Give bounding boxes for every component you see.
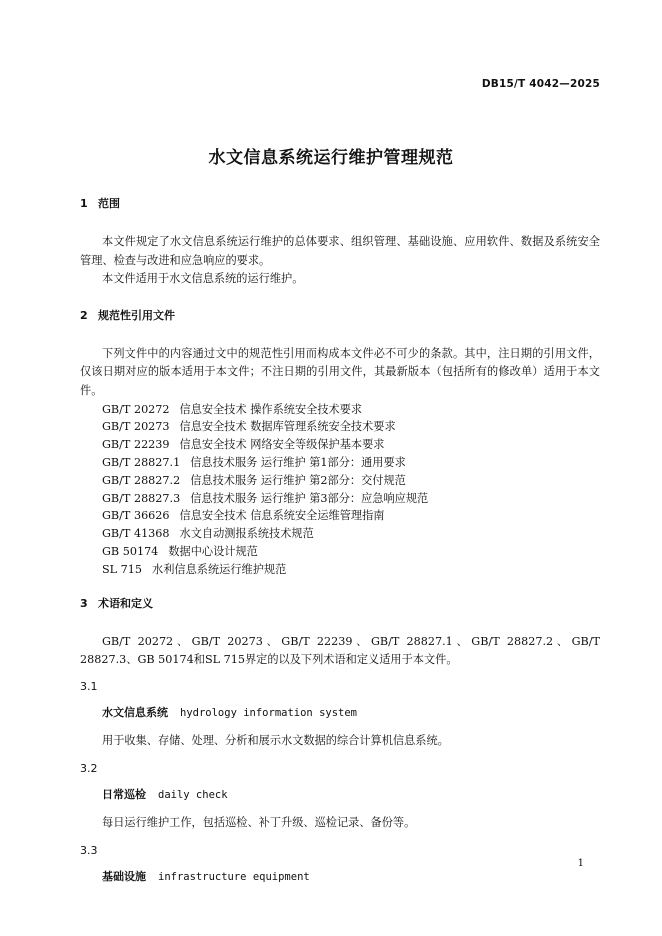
section-title: 术语和定义 <box>98 596 153 610</box>
list-item <box>80 507 600 525</box>
page-number: 1 <box>577 858 584 869</box>
term-heading <box>80 868 600 886</box>
references-intro-paragraph: 下列文件中的内容通过文中的规范性引用而构成本文件必不可少的条款。其中，注日期的引用文件，仅该日期对应的版本适用于本文件；不注日期的引用文件，其最新版本（包括所有的修改单）适用于本文件。 <box>80 346 600 397</box>
reference-title: 信息安全技术 网络安全等级保护基本要求 <box>179 438 385 452</box>
term-heading <box>80 786 600 804</box>
reference-title: 信息技术服务 运行维护 第3部分：应急响应规范 <box>190 491 429 505</box>
list-item <box>80 454 600 472</box>
scope-paragraph: 本文件规定了水文信息系统运行维护的总体要求、组织管理、基础设施、应用软件、数据及系统安全管理、检查与改进和应急响应的要求。 <box>80 235 600 267</box>
section-number: 3 <box>80 596 88 610</box>
list-item <box>80 561 600 579</box>
term-heading <box>80 704 600 722</box>
list-item <box>80 401 600 419</box>
reference-title: 水文自动测报系统技术规范 <box>179 527 314 541</box>
section-title: 范围 <box>98 197 120 210</box>
term-number: 3.3 <box>80 843 98 857</box>
term-name-en: infrastructure equipment <box>158 870 310 883</box>
document-title: 水文信息系统运行维护管理规范 <box>208 148 454 168</box>
reference-title: 水利信息系统运行维护规范 <box>152 562 287 576</box>
term-number: 3.1 <box>80 679 98 693</box>
list-item <box>80 472 600 490</box>
section-number: 1 <box>80 197 88 210</box>
list-item <box>80 436 600 454</box>
list-item <box>80 543 600 561</box>
reference-code: GB/T 28827.2 <box>102 473 181 487</box>
reference-code: SL 715 <box>102 562 143 576</box>
reference-code: GB/T 22239 <box>102 438 170 452</box>
section-heading-terms-and-definitions <box>80 595 600 613</box>
reference-code: GB/T 41368 <box>102 527 170 541</box>
reference-code: GB/T 28827.1 <box>102 455 181 469</box>
reference-code: GB 50174 <box>102 544 159 558</box>
term-number: 3.2 <box>80 761 98 775</box>
reference-code: GB/T 28827.3 <box>102 491 181 505</box>
reference-code: GB/T 36626 <box>102 509 170 523</box>
reference-list <box>80 401 600 579</box>
reference-title: 信息安全技术 信息系统安全运维管理指南 <box>179 509 385 523</box>
reference-title: 信息技术服务 运行维护 第1部分：通用要求 <box>190 455 406 469</box>
document-body <box>80 195 600 886</box>
terms-intro-paragraph: GB/T 20272、GB/T 20273、GB/T 22239、GB/T 28827.1、GB/T 28827.2、GB/T 28827.3、GB 50174和SL 715界定的以及下列术语和定义适用于本文件。 <box>80 634 600 667</box>
term-definition: 每日运行维护工作，包括巡检、补丁升级、巡检记录、备份等。 <box>102 815 416 829</box>
reference-title: 信息安全技术 操作系统安全技术要求 <box>179 402 363 416</box>
reference-title: 信息技术服务 运行维护 第2部分：交付规范 <box>190 473 406 487</box>
reference-title: 信息安全技术 数据库管理系统安全技术要求 <box>179 420 396 434</box>
reference-title: 数据中心设计规范 <box>168 544 258 558</box>
term-definition: 用于收集、存储、处理、分析和展示水文数据的综合计算机信息系统。 <box>102 733 449 747</box>
section-heading-scope <box>80 195 600 213</box>
scope-applicability-paragraph: 本文件适用于水文信息系统的运行维护。 <box>102 272 304 286</box>
term-name-cn: 日常巡检 <box>102 787 146 801</box>
term-name-cn: 水文信息系统 <box>102 705 168 719</box>
section-number: 2 <box>80 308 88 322</box>
section-title: 规范性引用文件 <box>98 308 175 322</box>
reference-code: GB/T 20272 <box>102 402 170 416</box>
term-name-en: hydrology information system <box>180 706 358 719</box>
list-item <box>80 525 600 543</box>
reference-code: GB/T 20273 <box>102 420 170 434</box>
term-name-en: daily check <box>158 788 228 801</box>
document-code: DB15/T 4042—2025 <box>481 78 600 90</box>
term-name-cn: 基础设施 <box>102 869 146 883</box>
list-item <box>80 490 600 508</box>
section-heading-normative-references <box>80 307 600 325</box>
list-item <box>80 418 600 436</box>
